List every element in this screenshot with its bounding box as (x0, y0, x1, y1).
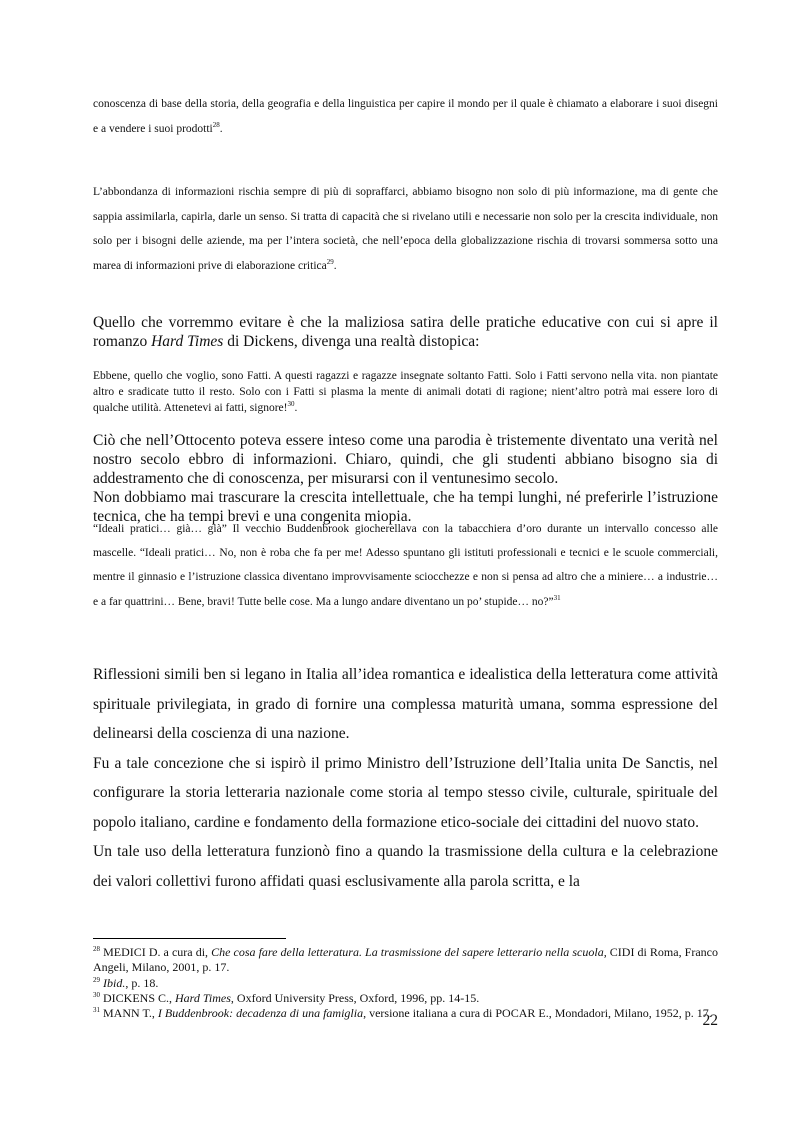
footnote-ref: 31 (553, 593, 561, 602)
book-title: Hard Times (151, 333, 224, 350)
footnote-separator (93, 938, 286, 939)
paragraph-de-sanctis: Fu a tale concezione che si ispirò il primo Ministro dell’Istruzione dell’Italia unita De Sanctis, nel configurare la storia letteraria nazionale come storia al tempo stesso civile, culturale, spirituale del popolo italiano, cardine e fondamento della formazione etico-sociale dei cittadini del nuovo stato. (93, 754, 718, 831)
footnote-ref: 29 (326, 257, 334, 266)
footnote-29: $^{29}$ Ibid., p. 18. (93, 975, 159, 990)
paragraph-romantic-idea: Riflessioni simili ben si legano in Italia all’idea romantica e idealistica della letteratura come attività spirituale privilegiata, in grado di fornire una complessa maturità umana, somma espressione del delinearsi della coscienza di una nazione. (93, 666, 718, 742)
page-number: 22 (702, 1012, 718, 1029)
paragraph-line: Non dobbiamo mai trascurare la crescita intellettuale, che ha tempi lunghi, né preferirle l’istruzione tecnica, che ha tempi brevi e una congenita miopia. (93, 489, 718, 525)
paragraph-hard-times-intro: Quello che vorremmo evitare è che la maliziosa satira delle pratiche educative con cui si apre il romanzo Hard Times di Dickens, divenga una realtà distopica: (93, 314, 718, 350)
footnote-30: $^{30}$ DICKENS C., Hard Times, Oxford University Press, Oxford, 1996, pp. 14-15. (93, 990, 480, 1005)
paragraph-line: Ciò che nell’Ottocento poteva essere inteso come una parodia è tristemente diventato una verità nel nostro secolo ebbro di informazioni. Chiaro, quindi, che gli studenti abbiano bisogno sia di addestramento che di conoscenza, per misurarsi con il ventunesimo secolo. (93, 432, 718, 487)
blockquote-buddenbrook: “Ideali pratici… già… già” Il vecchio Buddenbrook giocherellava con la tabacchiera d’oro durante un intervallo concesso alle mascelle. “Ideali pratici… No, non è roba che fa per me! Adesso spuntano gli istituti professionali e tecnici e le scuole commerciali, mentre il ginnasio e l’istruzione classica diventano improvvisamente sciocchezze e non si pensa ad altro che a miniere… a industrie… e a far quattrini… Bene, bravi! Tutte belle cose. Ma a lungo andare diventano un po’ stupide… no?”$^{31}$ (93, 523, 718, 608)
main-text (93, 660, 718, 896)
paragraph-written-word: Un tale uso della letteratura funzionò fino a quando la trasmissione della cultura e la celebrazione dei valori collettivi furono affidati quasi esclusivamente alla parola scritta, e la (93, 843, 718, 890)
footnote-ref: 28 (212, 120, 220, 129)
footnote-28: $^{28}$ MEDICI D. a cura di, Che cosa fare della letteratura. La trasmissione del sapere letterario nella scuola, CIDI di Roma, Franco Angeli, Milano, 2001, p. 17. (93, 945, 718, 975)
paragraph-nineteenth-century (93, 431, 718, 526)
footnotes (93, 945, 718, 1021)
footnote-31: $^{31}$ MANN T., I Buddenbrook: decadenza di una famiglia, versione italiana a cura di POCAR E., Mondadori, Milano, 1952, p. 17. (93, 1006, 712, 1021)
paragraph-information-overload: L’abbondanza di informazioni rischia sempre di più di sopraffarci, abbiamo bisogno non solo di più informazione, ma di gente che sappia assimilarla, capirla, darle un senso. Si tratta di capacità che si rivelano utili e necessarie non solo per la crescita individuale, non solo per i bisogni delle aziende, ma per l’intera società, che nell’epoca della globalizzazione rischia di trovarsi sommersa sotto una marea di informazioni prive di elaborazione critica$^{29}$. (93, 186, 718, 272)
paragraph-quote-continuation: conoscenza di base della storia, della geografia e della linguistica per capire il mondo per il quale è chiamato a elaborare i suoi disegni e a vendere i suoi prodotti$^{28}$. (93, 98, 718, 135)
blockquote-dickens: Ebbene, quello che voglio, sono Fatti. A questi ragazzi e ragazze insegnate soltanto Fatti. Solo i Fatti servono nella vita. non piantate altro e sradicate tutto il resto. Solo con i Fatti si plasma la mente di animali dotati di ragione; nient’altro potrà mai essere loro di qualche utilità. Attenetevi ai fatti, signore!$^{30}$. (93, 370, 718, 414)
footnote-ref: 30 (287, 400, 295, 409)
